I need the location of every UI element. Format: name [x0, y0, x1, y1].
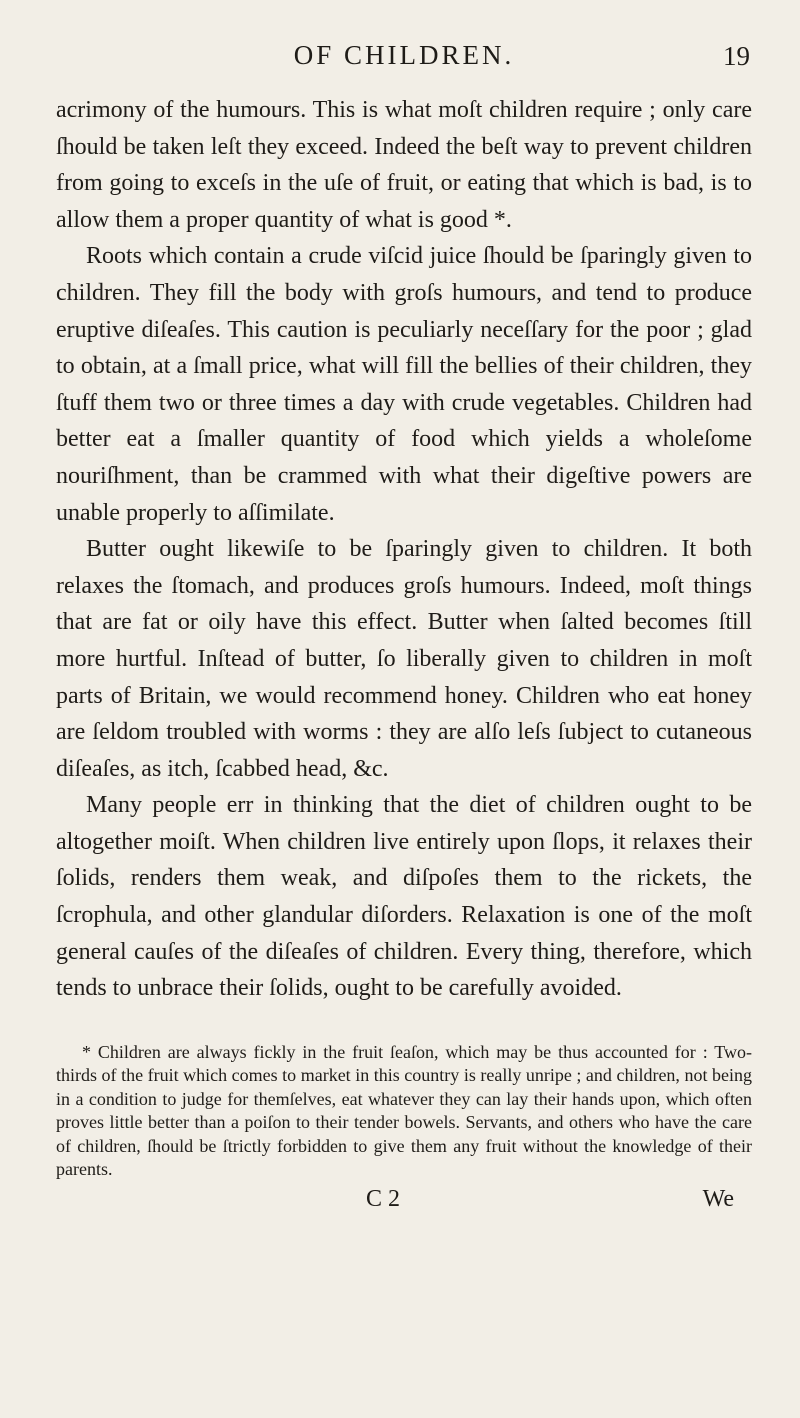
body-text: [56, 92, 752, 1007]
book-page: [56, 40, 752, 1390]
paragraph-fruit-continuation: acrimony of the humours. This is what moſt children require ; only care ſhould be taken leſt they exceed. Indeed the beſt way to prevent children from going to exceſs in the uſe of fruit, or eating that which is bad, is to allow them a proper quantity of what is good *.: [56, 97, 752, 233]
footnote-spacer: [56, 1007, 752, 1041]
signature-mark: C 2: [366, 1185, 401, 1212]
catchword: We: [702, 1185, 734, 1212]
paragraph-roots: Roots which contain a crude viſcid juice ſhould be ſparingly given to children. They fill the body with groſs humours, and tend to produce eruptive diſeaſes. This caution is peculiarly neceſſary for the poor ; glad to obtain, at a ſmall price, what will fill the bellies of their children, they ſtuff them two or three times a day with crude vegetables. Children had better eat a ſmaller quantity of food which yields a wholeſome nouriſhment, than be crammed with what their digeſtive powers are unable properly to aſſimilate.: [56, 243, 752, 526]
footnote: * Children are always fickly in the fruit ſeaſon, which may be thus accounted for : Two-thirds of the fruit which comes to market in this country is really unripe ; and children, not being in a condition to judge for themſelves, eat whatever they can lay their hands upon, which often proves little better than a poiſon to their tender bowels. Servants, and others who have the care of children, ſhould be ſtrictly forbidden to give them any fruit without the knowledge of their parents.: [56, 1041, 752, 1180]
page-footer: [56, 1186, 752, 1216]
page-number: 19: [723, 41, 750, 71]
paragraph-butter: Butter ought likewiſe to be ſparingly given to children. It both relaxes the ſtomach, and produces groſs humours. Indeed, moſt things that are fat or oily have this effect. Butter when ſalted becomes ſtill more hurtful. Inſtead of butter, ſo liberally given to children in moſt parts of Britain, we would recommend honey. Children who eat honey are ſeldom troubled with worms : they are alſo leſs ſubject to cutaneous diſeaſes, as itch, ſcabbed head, &c.: [56, 536, 752, 782]
page-header: [56, 40, 752, 92]
running-head: OF CHILDREN.: [293, 40, 515, 70]
paragraph-moist-diet: Many people err in thinking that the diet of children ought to be altogether moiſt. When children live entirely upon ſlops, it relaxes their ſolids, renders them weak, and diſpoſes them to the rickets, the ſcrophula, and other glandular diſorders. Relaxation is one of the moſt general cauſes of the diſeaſes of children. Every thing, therefore, which tends to unbrace their ſolids, ought to be carefully avoided.: [56, 792, 752, 1002]
